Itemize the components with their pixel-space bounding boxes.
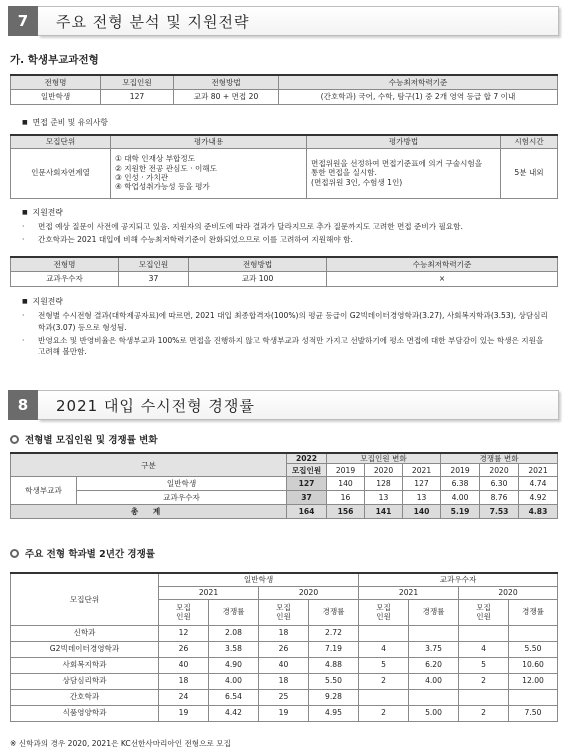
table-cell: 4.83: [519, 505, 558, 519]
table-cell: 4.42: [209, 705, 259, 721]
table-header: 구분: [11, 453, 287, 477]
strategy-notes-2: [22, 310, 550, 359]
table-cell: 5분 내외: [501, 148, 558, 198]
dept-name-cell: G2빅데이터경영학과: [11, 641, 159, 657]
subsection-a-title: 가. 학생부교과전형: [10, 54, 99, 66]
interview-notes-heading: ■ 면접 준비 및 유의사항: [22, 117, 108, 128]
strategy-note: · 면접 예상 질문이 사전에 공지되고 있음. 지원자의 준비도에 따라 결과가 달라지므로 추가 질문까지도 고려한 면접 준비가 필요함.: [22, 222, 463, 231]
dept-name-cell: 간호학과: [11, 689, 159, 705]
table-cell: 127: [287, 477, 327, 491]
table-cell: [359, 689, 409, 705]
method-line: 면접위원을 선정하여 면접기준표에 의거 구술시험을: [311, 158, 483, 168]
table-cell: 6.38: [441, 477, 480, 491]
table-cell: 2: [359, 705, 409, 721]
table-cell: 156: [327, 505, 365, 519]
table-header: 전형방법: [189, 257, 327, 271]
section-8-title: 2021 대입 수시전형 경쟁률: [56, 396, 255, 415]
table-cell: 5: [359, 657, 409, 673]
year-header: 2019: [327, 464, 365, 477]
admission-table-excellent: [10, 256, 558, 287]
strategy-notes-1: [22, 221, 550, 247]
table-row: [11, 625, 558, 641]
table-cell: 5.19: [441, 505, 480, 519]
sub-header: 모집 인원: [359, 599, 409, 625]
table-cell: 2.08: [209, 625, 259, 641]
section-8-number: 8: [8, 390, 38, 420]
rate-change-table: [10, 452, 558, 519]
table-cell: 4.00: [441, 491, 480, 505]
sub-header: 경쟁률: [509, 599, 558, 625]
table-cell: 2.72: [309, 625, 359, 641]
strategy-note: · 반영요소 및 반영비율은 학생부교과 100%로 면접을 진행하지 않고 학생부교과 성적만 가지고 선발하기에 평소 면접에 대한 부담감이 있는 학생은 지원을 고려해 볼만함.: [22, 335, 544, 357]
table-cell: 40: [259, 657, 309, 673]
table-cell: 37: [287, 491, 327, 505]
year-header: 2021: [519, 464, 558, 477]
table-cell: 교과우수자: [77, 491, 287, 505]
section-8-header: [8, 390, 559, 420]
group-header: 교과우수자: [359, 573, 558, 586]
year-header: 2021: [159, 586, 259, 599]
table-header: 수능최저학력기준: [279, 75, 558, 89]
table-row: [11, 705, 558, 721]
table-cell: 13: [365, 491, 403, 505]
table-cell: 164: [287, 505, 327, 519]
table-cell: 교과 100: [189, 271, 327, 286]
table-header: 전형명: [11, 75, 101, 89]
table-cell: 9.28: [309, 689, 359, 705]
table-cell: 7.50: [509, 705, 558, 721]
strategy-note: · 전형별 수시전형 결과(대학제공자료)에 따르면, 2021 대입 최종합격자(100%)의 평균 등급이 G2빅데이터경영학과(3.27), 사회복지학과(3.53), 상담심리학과(3.07) 등으로 형성됨.: [22, 311, 548, 332]
table-cell: (간호학과) 국어, 수학, 탐구(1) 중 2개 영역 등급 합 7 이내: [279, 89, 558, 104]
sub-header: 모집 인원: [159, 599, 209, 625]
sub-header: 경쟁률: [409, 599, 459, 625]
table-cell: 18: [159, 673, 209, 689]
table-cell: 25: [259, 689, 309, 705]
table-header: 모집인원 변화: [327, 453, 441, 464]
table-cell: 4: [359, 641, 409, 657]
table-cell: 2: [459, 673, 509, 689]
table-cell: 4.92: [519, 491, 558, 505]
table-header: 평가방법: [307, 135, 501, 148]
table-cell: 16: [327, 491, 365, 505]
table-cell: [509, 689, 558, 705]
total-label: 총 계: [11, 505, 287, 519]
table-cell: 127: [403, 477, 441, 491]
evaluation-item: ① 대학 인재상 부합정도: [115, 154, 196, 164]
table-cell: 8.76: [480, 491, 519, 505]
table-cell: 4.00: [409, 673, 459, 689]
table-cell: 12.00: [509, 673, 558, 689]
table-cell: 교과 80 + 면접 20: [174, 89, 279, 104]
table-row: [11, 477, 558, 491]
dept-name-cell: 상담심리학과: [11, 673, 159, 689]
table-cell: 4: [459, 641, 509, 657]
dept-name-cell: 사회복지학과: [11, 657, 159, 673]
table-cell: 24: [159, 689, 209, 705]
table-header: 모집단위: [11, 135, 111, 148]
table-header: 전형명: [11, 257, 119, 271]
table-cell: 2: [459, 705, 509, 721]
table-cell: 6.30: [480, 477, 519, 491]
table-cell: 141: [365, 505, 403, 519]
table-cell: 5: [459, 657, 509, 673]
table-cell: [459, 689, 509, 705]
year-header: 2020: [459, 586, 558, 599]
table-row: [11, 148, 558, 198]
table-cell: 인문사회자연계열: [11, 148, 111, 198]
table-row: [11, 657, 558, 673]
rate-change-heading: 전형별 모집인원 및 경쟁률 변화: [10, 432, 158, 446]
table-cell: 3.75: [409, 641, 459, 657]
table-cell: 일반학생: [77, 477, 287, 491]
table-cell: 19: [159, 705, 209, 721]
table-header: 시험시간: [501, 135, 558, 148]
table-cell: 4.90: [209, 657, 259, 673]
table-cell: 40: [159, 657, 209, 673]
table-cell: 6.20: [409, 657, 459, 673]
table-cell: 3.58: [209, 641, 259, 657]
table-cell: 교과우수자: [11, 271, 119, 286]
footnote: ※ 신학과의 경우 2020, 2021은 KC선한사마리아인 전형으로 모집: [10, 739, 231, 748]
dept-rate-table: [10, 572, 558, 722]
total-row: [11, 505, 558, 519]
section-7-header: [8, 6, 559, 36]
table-header: 평가내용: [111, 135, 307, 148]
year-header: 2020: [259, 586, 359, 599]
table-row: [11, 673, 558, 689]
table-cell: 5.50: [309, 673, 359, 689]
table-cell: [409, 625, 459, 641]
table-header: 모집인원: [119, 257, 189, 271]
year-header: 2019: [441, 464, 480, 477]
sub-header: 경쟁률: [309, 599, 359, 625]
admission-table-general: [10, 74, 558, 105]
interview-table: [10, 134, 558, 199]
sub-header: 경쟁률: [209, 599, 259, 625]
table-cell: [459, 625, 509, 641]
table-row: [11, 641, 558, 657]
table-cell: ×: [327, 271, 558, 286]
section-7-title: 주요 전형 분석 및 지원전략: [56, 12, 250, 31]
table-cell: 4.00: [209, 673, 259, 689]
table-header: 모집단위: [11, 573, 159, 625]
strategy-note: · 간호학과는 2021 대입에 비해 수능최저학력기준이 완화되었으므로 이를 고려하여 지원해야 함.: [22, 234, 353, 244]
table-cell: 4.88: [309, 657, 359, 673]
table-row: [11, 89, 558, 104]
table-cell: 140: [327, 477, 365, 491]
sub-header: 모집 인원: [459, 599, 509, 625]
dept-name-cell: 식품영양학과: [11, 705, 159, 721]
table-cell: 7.19: [309, 641, 359, 657]
strategy-heading-1: ■ 지원전략: [22, 207, 63, 218]
section-7-number: 7: [8, 6, 38, 36]
table-cell: 26: [259, 641, 309, 657]
table-cell: [409, 689, 459, 705]
method-line: 통한 면접을 실시함.: [311, 168, 377, 178]
table-cell: 26: [159, 641, 209, 657]
evaluation-method-cell: [307, 148, 501, 198]
table-cell: 4.74: [519, 477, 558, 491]
table-cell: 일반학생: [11, 89, 101, 104]
evaluation-item: ③ 인성 · 가치관: [115, 173, 169, 182]
table-cell: 18: [259, 625, 309, 641]
table-header: 모집인원: [101, 75, 174, 89]
table-cell: 128: [365, 477, 403, 491]
table-header: 경쟁률 변화: [441, 453, 558, 464]
dept-rate-heading: 주요 전형 학과별 2년간 경쟁률: [10, 546, 155, 560]
table-cell: [509, 625, 558, 641]
year-header: 2020: [365, 464, 403, 477]
table-cell: 18: [259, 673, 309, 689]
table-cell: 10.60: [509, 657, 558, 673]
table-row: [11, 271, 558, 286]
table-cell: 19: [259, 705, 309, 721]
circle-icon: [10, 549, 19, 558]
year-header: 2020: [480, 464, 519, 477]
strategy-heading-2: ■ 지원전략: [22, 296, 63, 307]
circle-icon: [10, 435, 19, 444]
table-cell: 140: [403, 505, 441, 519]
group-header: 일반학생: [159, 573, 359, 586]
evaluation-item: ② 지원한 전공 관심도 · 이해도: [115, 163, 217, 173]
table-row: [11, 689, 558, 705]
method-line: (면접위원 3인, 수험생 1인): [311, 177, 403, 187]
table-cell: 127: [101, 89, 174, 104]
table-cell: 12: [159, 625, 209, 641]
table-row: [11, 491, 558, 505]
group-cell: 학생부교과: [11, 477, 77, 505]
table-header: 모집인원: [287, 464, 327, 477]
table-cell: 37: [119, 271, 189, 286]
table-cell: 6.54: [209, 689, 259, 705]
table-cell: 2: [359, 673, 409, 689]
table-cell: [359, 625, 409, 641]
table-cell: 5.50: [509, 641, 558, 657]
table-cell: 4.95: [309, 705, 359, 721]
evaluation-content-cell: [111, 148, 307, 198]
table-header: 전형방법: [174, 75, 279, 89]
year-header: 2021: [359, 586, 459, 599]
table-header: 2022: [287, 453, 327, 464]
dept-name-cell: 신학과: [11, 625, 159, 641]
year-header: 2021: [403, 464, 441, 477]
table-cell: 13: [403, 491, 441, 505]
table-cell: 7.53: [480, 505, 519, 519]
sub-header: 모집 인원: [259, 599, 309, 625]
evaluation-item: ④ 학업성취가능성 등을 평가: [115, 182, 210, 192]
table-header: 수능최저학력기준: [327, 257, 558, 271]
table-cell: 5.00: [409, 705, 459, 721]
